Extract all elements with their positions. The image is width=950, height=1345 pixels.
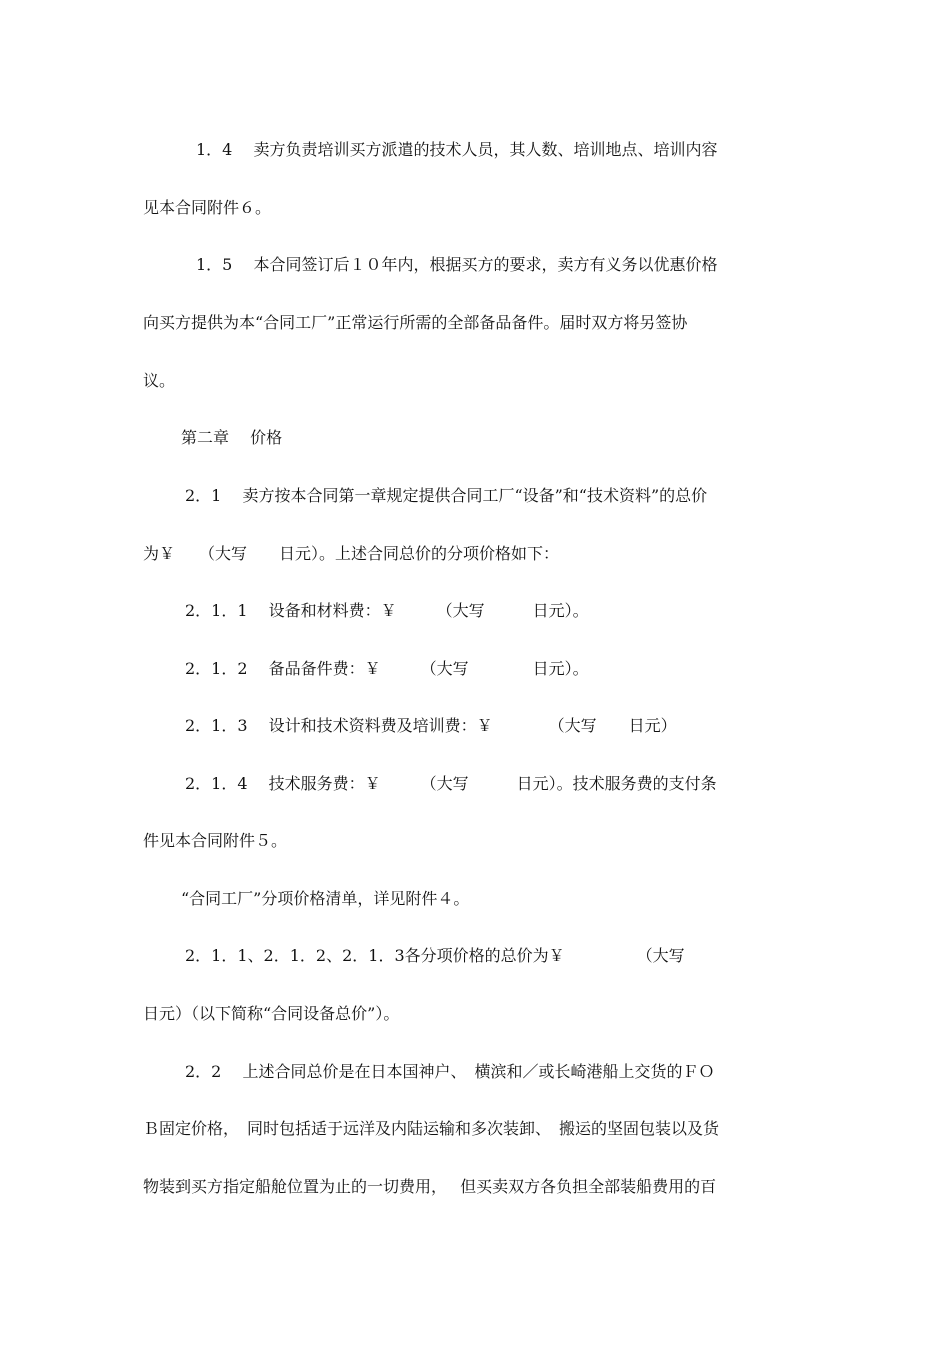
text-line: 2．1．2 备品备件费：￥ （大写 日元）。 [185,659,589,678]
text-line: 2．2 上述合同总价是在日本国神户、 横滨和／或长崎港船上交货的ＦＯ [185,1062,715,1081]
text-line: 向买方提供为本“合同工厂”正常运行所需的全部备品备件。届时双方将另签协 [143,313,688,332]
text-line: 2．1．3 设计和技术资料费及培训费：￥ （大写 日元） [185,716,677,735]
text-line: 1．4 卖方负责培训买方派遣的技术人员，其人数、培训地点、培训内容 [196,140,718,159]
text-line: 为￥ （大写 日元）。上述合同总价的分项价格如下： [143,544,560,563]
text-line: 2．1．1、2．1．2、2．1．3各分项价格的总价为￥ （大写 [185,946,685,965]
text-line: 物装到买方指定船舱位置为止的一切费用， 但买卖双方各负担全部装船费用的百 [143,1177,717,1196]
text-line: 2．1 卖方按本合同第一章规定提供合同工厂“设备”和“技术资料”的总价 [185,486,708,505]
text-line: 件见本合同附件５。 [143,831,288,850]
text-line: “合同工厂”分项价格清单，详见附件４。 [181,889,470,908]
text-line: 2．1．4 技术服务费：￥ （大写 日元）。技术服务费的支付条 [185,774,717,793]
text-line: 议。 [143,371,176,390]
text-line: 2．1．1 设备和材料费：￥ （大写 日元）。 [185,601,589,620]
text-line: 见本合同附件６。 [143,198,272,217]
text-line: 日元）（以下简称“合同设备总价”）。 [143,1004,400,1023]
text-line: Ｂ固定价格， 同时包括适于远洋及内陆运输和多次装卸、 搬运的坚固包装以及货 [143,1119,720,1138]
chapter-heading: 第二章 价格 [181,428,283,447]
text-line: 1．5 本合同签订后１０年内，根据买方的要求，卖方有义务以优惠价格 [196,255,718,274]
